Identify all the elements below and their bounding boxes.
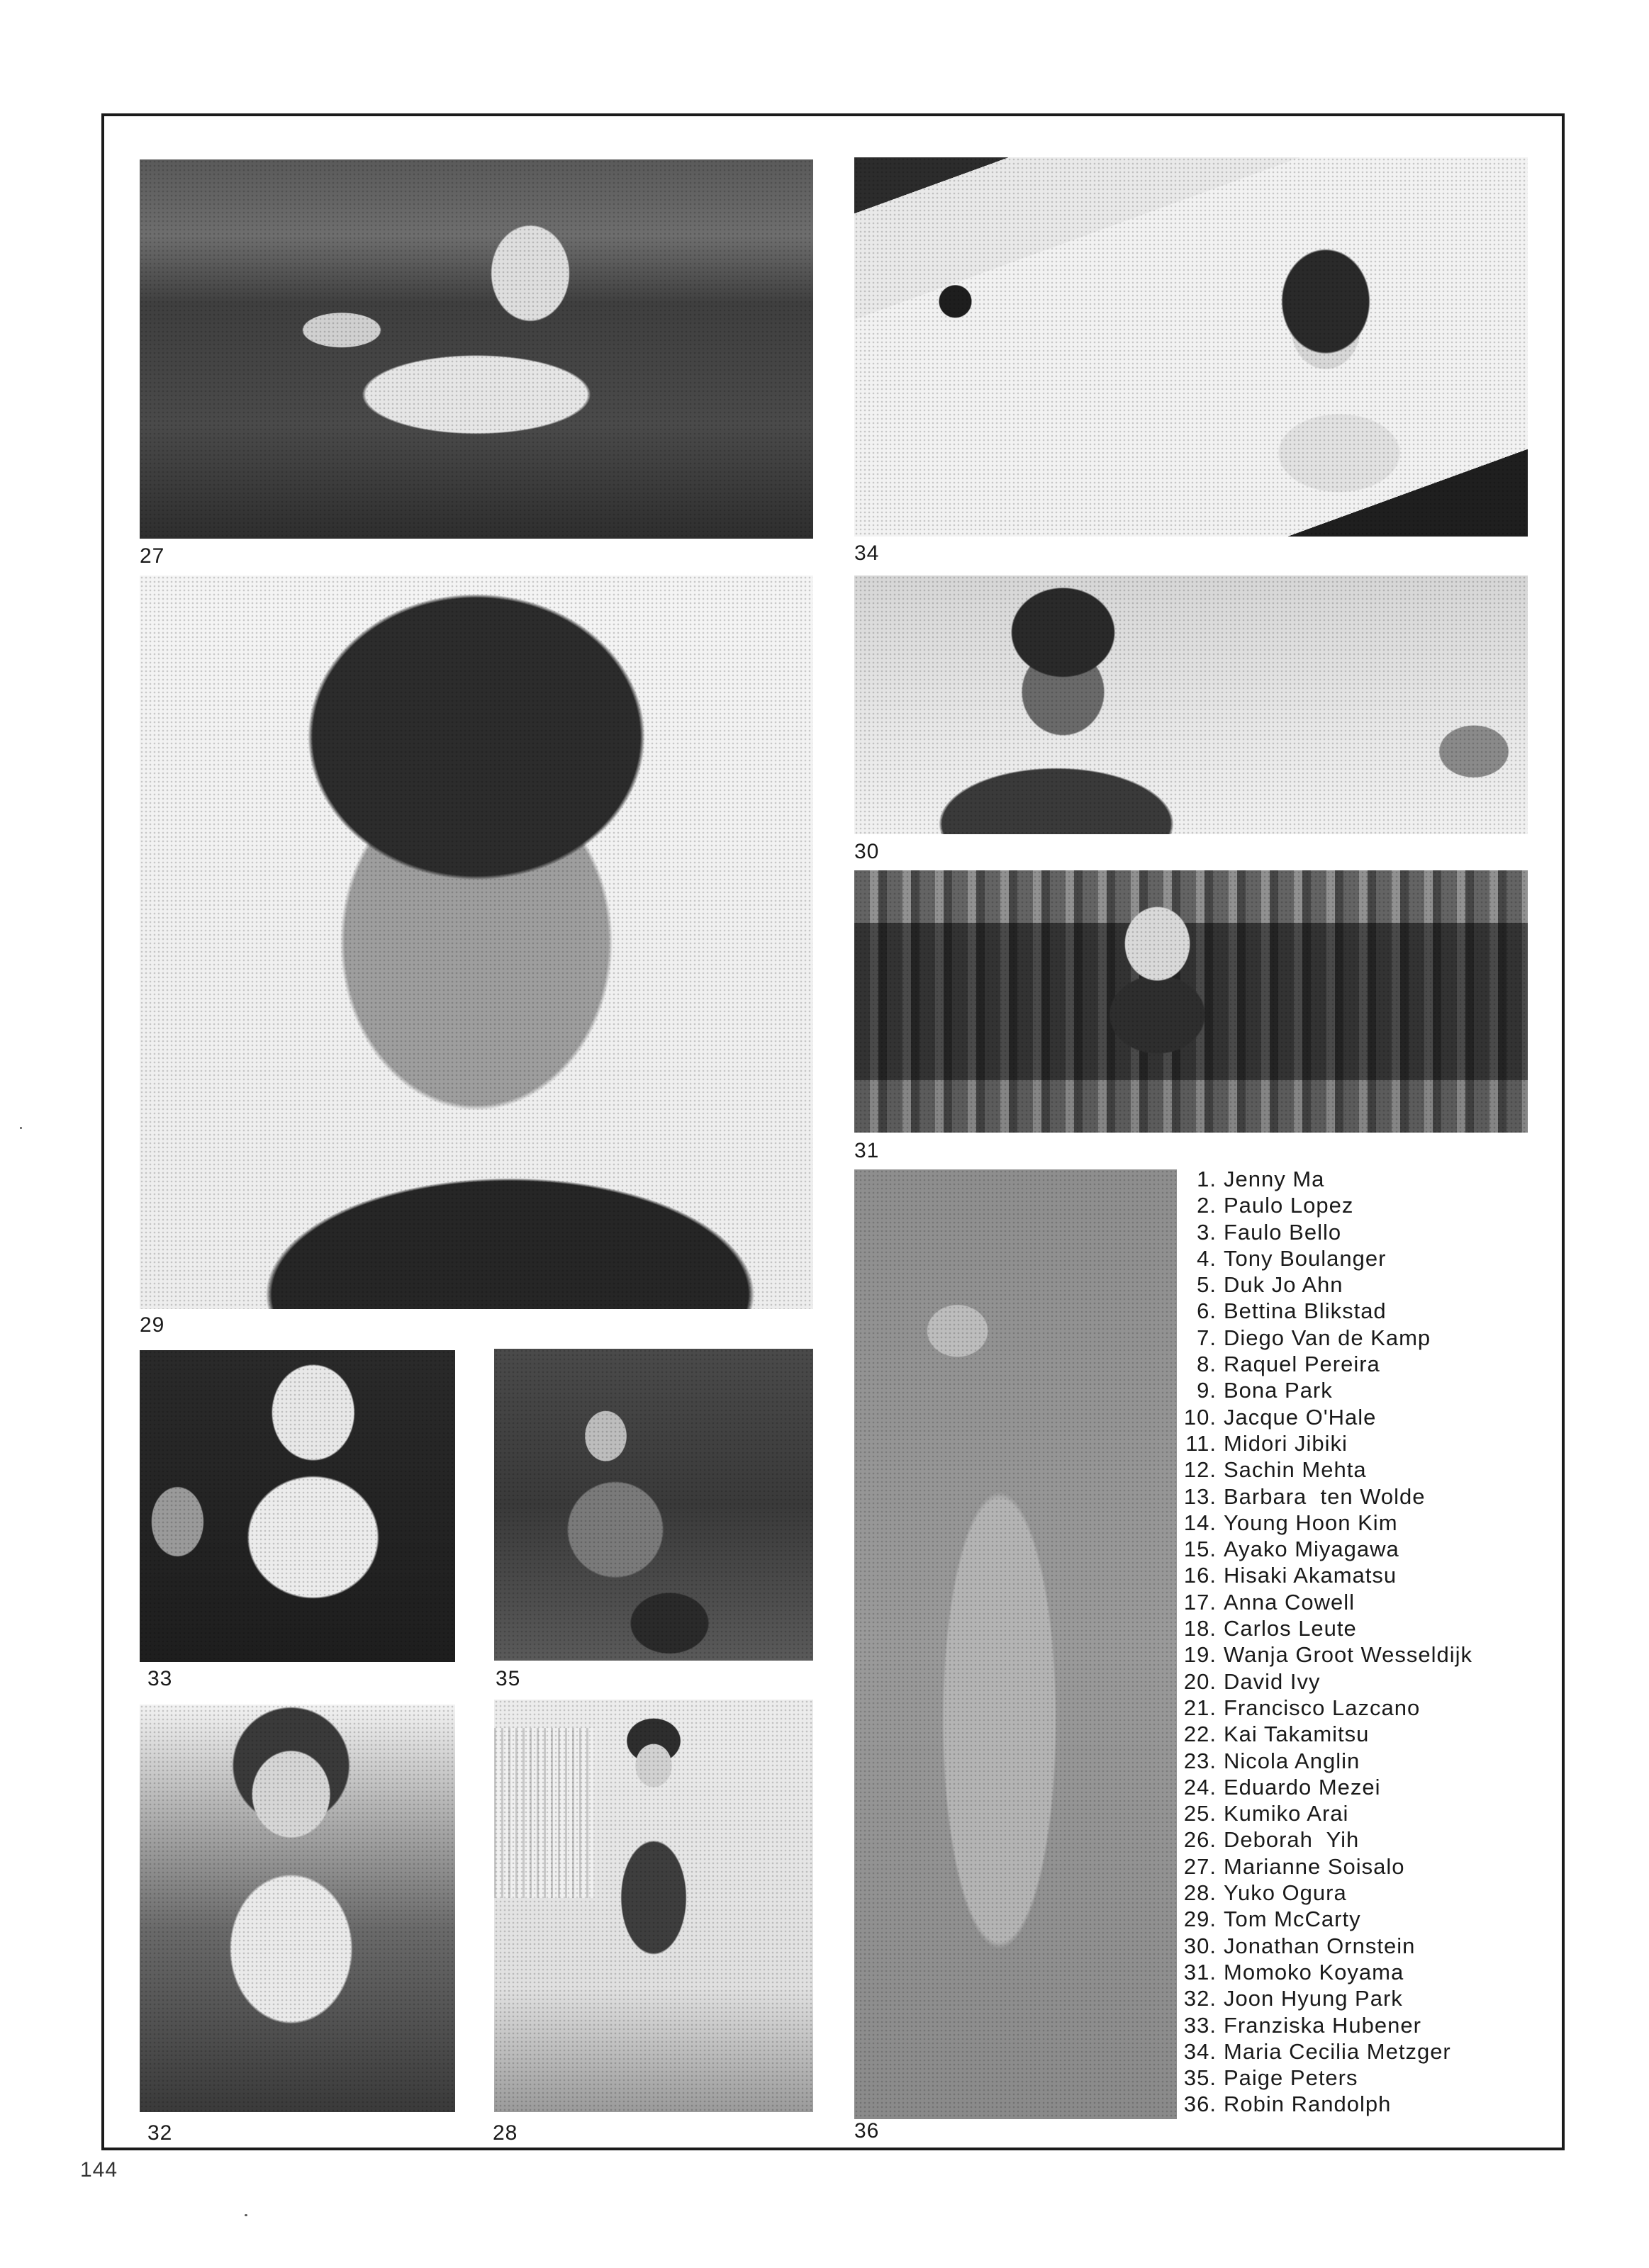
name-list-item [1178,1695,1575,1721]
name-list-number: 2. [1197,1193,1217,1218]
name-list-label: Duk Jo Ahn [1224,1272,1343,1298]
name-list-number: 16. [1183,1563,1217,1588]
name-list-label: Midori Jibiki [1224,1430,1348,1456]
name-list-label: David Ivy [1224,1668,1321,1694]
name-list-item [1178,1456,1575,1483]
name-list-label: Bona Park [1224,1378,1333,1403]
name-list-label: Paige Peters [1224,2065,1358,2091]
caption-33: 33 [147,1667,173,1690]
name-list-number: 12. [1183,1457,1217,1483]
name-list-label: Eduardo Mezei [1224,1774,1381,1800]
name-list-label: Joon Hyung Park [1224,1986,1403,2011]
caption-28: 28 [493,2121,518,2145]
caption-31: 31 [854,1139,880,1162]
photo-27 [140,159,813,539]
name-list-item [1178,1748,1575,1774]
name-list-number: 36. [1183,2092,1217,2117]
photo-36 [854,1169,1177,2119]
name-list-item [1178,1325,1575,1351]
photo-32 [140,1705,455,2112]
name-list-number: 25. [1183,1801,1217,1826]
name-list-label: Carlos Leute [1224,1616,1357,1641]
name-list-number: 35. [1183,2065,1217,2091]
caption-30: 30 [854,840,880,863]
name-list-label: Jonathan Ornstein [1224,1933,1416,1958]
name-list-number: 17. [1183,1589,1217,1615]
name-list-item [1178,1536,1575,1562]
name-list-number: 10. [1183,1404,1217,1430]
name-list-number: 22. [1183,1722,1217,1747]
scan-speck [20,1127,22,1129]
name-list-label: Paulo Lopez [1224,1193,1354,1218]
name-list-number: 30. [1183,1933,1217,1958]
photo-33 [140,1350,455,1662]
name-list-item [1178,2012,1575,2038]
scan-speck [245,2214,247,2216]
name-list-item [1178,1589,1575,1615]
name-list-number: 33. [1183,2012,1217,2038]
name-list-label: Sachin Mehta [1224,1457,1367,1483]
name-list-item [1178,1166,1575,1192]
name-list-number: 15. [1183,1537,1217,1562]
name-list-number: 11. [1185,1430,1217,1456]
name-list-label: Ayako Miyagawa [1224,1537,1399,1562]
name-list-item [1178,1774,1575,1800]
page-number: 144 [80,2158,118,2182]
name-list-number: 13. [1183,1483,1217,1509]
name-list-item [1178,1985,1575,2011]
caption-36: 36 [854,2119,880,2143]
name-list-number: 31. [1183,1959,1217,1984]
name-list-number: 8. [1197,1352,1217,1377]
name-list-item [1178,1641,1575,1668]
name-list-number: 14. [1183,1510,1217,1535]
name-list-number: 19. [1183,1642,1217,1668]
name-list-number: 3. [1197,1219,1217,1245]
name-list-item [1178,1483,1575,1510]
name-list-item [1178,1853,1575,1880]
name-list-number: 26. [1183,1827,1217,1853]
name-list-item [1178,1404,1575,1430]
name-list-item [1178,2038,1575,2065]
name-list-label: Robin Randolph [1224,2092,1392,2117]
caption-29: 29 [140,1313,165,1337]
photo-29 [140,576,813,1309]
photo-35 [494,1349,813,1661]
name-list-item [1178,2065,1575,2091]
name-list-item [1178,1351,1575,1377]
name-list-number: 29. [1183,1907,1217,1932]
name-list-number: 27. [1183,1853,1217,1879]
caption-35: 35 [496,1667,521,1690]
name-list-item [1178,1298,1575,1324]
name-list-number: 4. [1197,1245,1217,1271]
name-list-number: 20. [1183,1668,1217,1694]
name-list-number: 24. [1183,1774,1217,1800]
name-list-label: Yuko Ogura [1224,1880,1347,1906]
name-list-number: 21. [1183,1695,1217,1720]
name-list-label: Diego Van de Kamp [1224,1325,1431,1350]
name-list-number: 6. [1197,1298,1217,1324]
photo-31 [854,870,1528,1133]
name-list-item [1178,1906,1575,1932]
name-list-label: Francisco Lazcano [1224,1695,1421,1720]
name-list-label: Kai Takamitsu [1224,1722,1370,1747]
name-list-label: Faulo Bello [1224,1219,1342,1245]
name-list-item [1178,1271,1575,1298]
name-list-label: Deborah Yih [1224,1827,1360,1853]
name-list-label: Young Hoon Kim [1224,1510,1398,1535]
name-list-item [1178,1562,1575,1588]
photo-34 [854,157,1528,537]
name-list-item [1178,1800,1575,1826]
name-list-item [1178,1880,1575,1906]
name-list-number: 7. [1197,1325,1217,1350]
name-list-number: 9. [1197,1378,1217,1403]
name-list-label: Marianne Soisalo [1224,1853,1405,1879]
name-list-number: 1. [1197,1167,1217,1191]
name-list-item [1178,1721,1575,1747]
name-list-item [1178,2091,1575,2117]
name-list-number: 23. [1183,1748,1217,1773]
name-list-item [1178,1933,1575,1959]
name-list-item [1178,1510,1575,1536]
name-list-label: Nicola Anglin [1224,1748,1360,1773]
name-list-label: Barbara ten Wolde [1224,1483,1426,1509]
name-list-number: 5. [1197,1272,1217,1298]
name-list-label: Maria Cecilia Metzger [1224,2038,1451,2064]
name-list-label: Jacque O'Hale [1224,1404,1377,1430]
name-list-label: Franziska Hubener [1224,2012,1421,2038]
photo-30 [854,576,1528,834]
name-list-label: Anna Cowell [1224,1589,1355,1615]
name-list-item [1178,1826,1575,1853]
name-list-item [1178,1615,1575,1641]
name-list [1178,1166,1575,2118]
name-list-number: 32. [1183,1986,1217,2011]
name-list-item [1178,1245,1575,1271]
name-list-number: 28. [1183,1880,1217,1906]
caption-32: 32 [147,2121,173,2145]
name-list-item [1178,1430,1575,1456]
photo-28 [494,1700,813,2112]
name-list-number: 34. [1183,2038,1217,2064]
name-list-item [1178,1959,1575,1985]
name-list-label: Tony Boulanger [1224,1245,1387,1271]
name-list-label: Raquel Pereira [1224,1352,1380,1377]
name-list-label: Jenny Ma [1224,1167,1325,1191]
name-list-label: Momoko Koyama [1224,1959,1404,1984]
name-list-label: Kumiko Arai [1224,1801,1349,1826]
caption-27: 27 [140,544,165,568]
name-list-number: 18. [1183,1616,1217,1641]
caption-34: 34 [854,541,880,565]
name-list-item [1178,1219,1575,1245]
name-list-label: Hisaki Akamatsu [1224,1563,1397,1588]
name-list-item [1178,1192,1575,1218]
name-list-label: Tom McCarty [1224,1907,1361,1932]
name-list-item [1178,1377,1575,1403]
name-list-label: Wanja Groot Wesseldijk [1224,1642,1473,1668]
name-list-label: Bettina Blikstad [1224,1298,1387,1324]
name-list-item [1178,1668,1575,1695]
